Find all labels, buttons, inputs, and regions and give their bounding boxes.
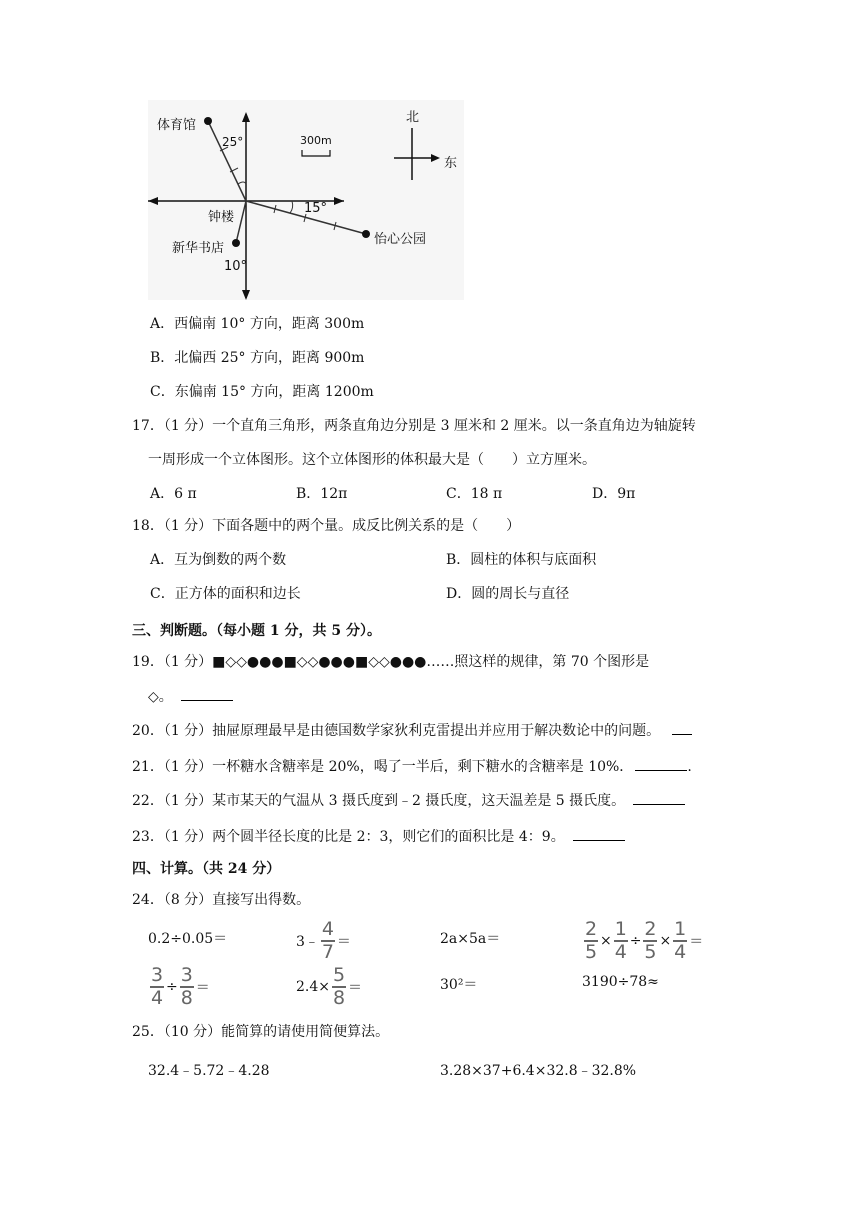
scale-label: 300m — [300, 134, 332, 147]
bookstore-point — [232, 239, 240, 247]
q17-option-d: D．9π — [592, 486, 636, 502]
q24-e2-post: ＝ — [336, 934, 351, 950]
gym-point — [204, 117, 212, 125]
denominator: 8 — [180, 987, 193, 1009]
fraction — [643, 920, 657, 962]
q24-expr-4 — [582, 920, 703, 962]
operator: ÷ — [166, 979, 178, 995]
q24-expr-3: 2a×5a＝ — [440, 931, 501, 947]
numerator: 3 — [180, 964, 193, 986]
q23-text: 23．（1 分）两个圆半径长度的比是 2：3，则它们的面积比是 4：9。 — [132, 829, 565, 845]
q16-option-a: A．西偏南 10° 方向，距离 300m — [150, 316, 365, 332]
q24-expr-5 — [148, 966, 210, 1008]
q24-expr-8: 3190÷78≈ — [582, 974, 659, 990]
q18-option-d: D．圆的周长与直径 — [446, 586, 570, 602]
q25-line: 25．（10 分）能简算的请使用简便算法。 — [132, 1024, 390, 1040]
q24-expr-1: 0.2÷0.05＝ — [148, 931, 228, 947]
q21-period: . — [687, 759, 692, 775]
q16-option-c: C．东偏南 15° 方向，距离 1200m — [150, 384, 374, 400]
gym-label: 体育馆 — [157, 118, 197, 133]
q24-e2-fraction — [321, 920, 335, 962]
operator: × — [600, 933, 612, 949]
denominator: 8 — [332, 987, 346, 1009]
denominator: 4 — [674, 941, 687, 963]
angle-bookstore-label: 10° — [224, 259, 248, 274]
angle-gym-label: 25° — [222, 135, 244, 149]
q21 — [132, 756, 692, 777]
q25-expr-2: 3.28×37+6.4×32.8﹣32.8% — [440, 1063, 637, 1079]
q24-expr-7: 30²＝ — [440, 977, 478, 993]
bookstore-label: 新华书店 — [172, 241, 225, 256]
q24-e6-post: ＝ — [348, 980, 362, 996]
q19-line2 — [148, 686, 233, 707]
operator: ÷ — [629, 933, 642, 949]
q19-line1: 19．（1 分）■◇◇●●●■◇◇●●●■◇◇●●●……照这样的规律，第 70 个图形是 — [132, 654, 650, 670]
fraction — [180, 966, 194, 1008]
fraction — [614, 920, 628, 962]
numerator: 1 — [614, 918, 627, 940]
q24-line: 24．（8 分）直接写出得数。 — [132, 892, 311, 908]
q19-answer-blank[interactable] — [181, 686, 233, 701]
fraction — [332, 966, 346, 1008]
east-label: 东 — [444, 156, 458, 171]
compass-cross-icon — [386, 124, 446, 184]
denominator: 4 — [150, 987, 164, 1009]
section-3-heading: 三、判断题。（每小题 1 分，共 5 分）。 — [132, 623, 381, 639]
q17-option-c: C．18 π — [446, 486, 503, 502]
q22 — [132, 790, 685, 811]
q17-option-b: B．12π — [296, 486, 348, 502]
operator: × — [659, 933, 672, 949]
clock-tower-label: 钟楼 — [208, 210, 235, 225]
equals-sign: ＝ — [689, 934, 704, 950]
q20-text: 20．（1 分）抽屉原理最早是由德国数学家狄利克雷提出并应用于解决数论中的问题。 — [132, 723, 661, 739]
q21-text: 21．（1 分）一杯糖水含糖率是 20%，喝了一半后，剩下糖水的含糖率是 10%． — [132, 759, 634, 775]
q16-option-b: B．北偏西 25° 方向，距离 900m — [150, 350, 365, 366]
compass-indicator — [386, 102, 466, 182]
numerator: 1 — [674, 918, 687, 940]
q23 — [132, 826, 625, 847]
numerator: 5 — [332, 964, 346, 986]
fraction — [673, 920, 687, 962]
q20-answer-blank[interactable] — [672, 720, 692, 735]
park-label: 怡心公园 — [374, 232, 427, 247]
q21-answer-blank[interactable] — [635, 756, 687, 771]
numerator: 2 — [644, 918, 657, 940]
q18-option-b: B．圆柱的体积与底面积 — [446, 552, 597, 568]
equals-sign: ＝ — [195, 980, 210, 996]
park-point — [362, 230, 370, 238]
denominator: 5 — [584, 941, 598, 963]
numerator: 2 — [584, 918, 598, 940]
q19-line2-text: ◇。 — [148, 689, 173, 705]
angle-park-label: 15° — [304, 201, 328, 216]
q22-answer-blank[interactable] — [633, 790, 685, 805]
denominator: 7 — [321, 941, 334, 963]
q17-option-a: A．6 π — [150, 486, 197, 502]
q20 — [132, 720, 692, 741]
q24-expr-2 — [296, 920, 351, 962]
denominator: 5 — [644, 941, 657, 963]
fraction — [150, 966, 164, 1008]
q17-line1: 17．（1 分）一个直角三角形，两条直角边分别是 3 厘米和 2 厘米。以一条直角边为轴旋转 — [132, 418, 696, 434]
q18-line: 18．（1 分）下面各题中的两个量。成反比例关系的是（ ） — [132, 518, 521, 534]
q18-option-a: A．互为倒数的两个数 — [150, 552, 287, 568]
q22-text: 22．（1 分）某市某天的气温从 3 摄氏度到﹣2 摄氏度，这天温差是 5 摄氏度。 — [132, 793, 626, 809]
q24-expr-6 — [296, 966, 362, 1008]
q24-e6-pre: 2.4× — [296, 979, 330, 995]
q24-e2-pre: 3﹣ — [296, 934, 319, 950]
q17-line2: 一周形成一个立体图形。这个立体图形的体积最大是（ ）立方厘米。 — [148, 452, 596, 468]
q23-answer-blank[interactable] — [573, 826, 625, 841]
north-label: 北 — [406, 110, 420, 125]
section-4-heading: 四、计算。（共 24 分） — [132, 861, 281, 877]
numerator: 4 — [321, 918, 334, 940]
q18-option-c: C．正方体的面积和边长 — [150, 586, 301, 602]
q25-expr-1: 32.4﹣5.72﹣4.28 — [148, 1063, 270, 1079]
denominator: 4 — [614, 941, 627, 963]
numerator: 3 — [150, 964, 164, 986]
fraction — [584, 920, 598, 962]
